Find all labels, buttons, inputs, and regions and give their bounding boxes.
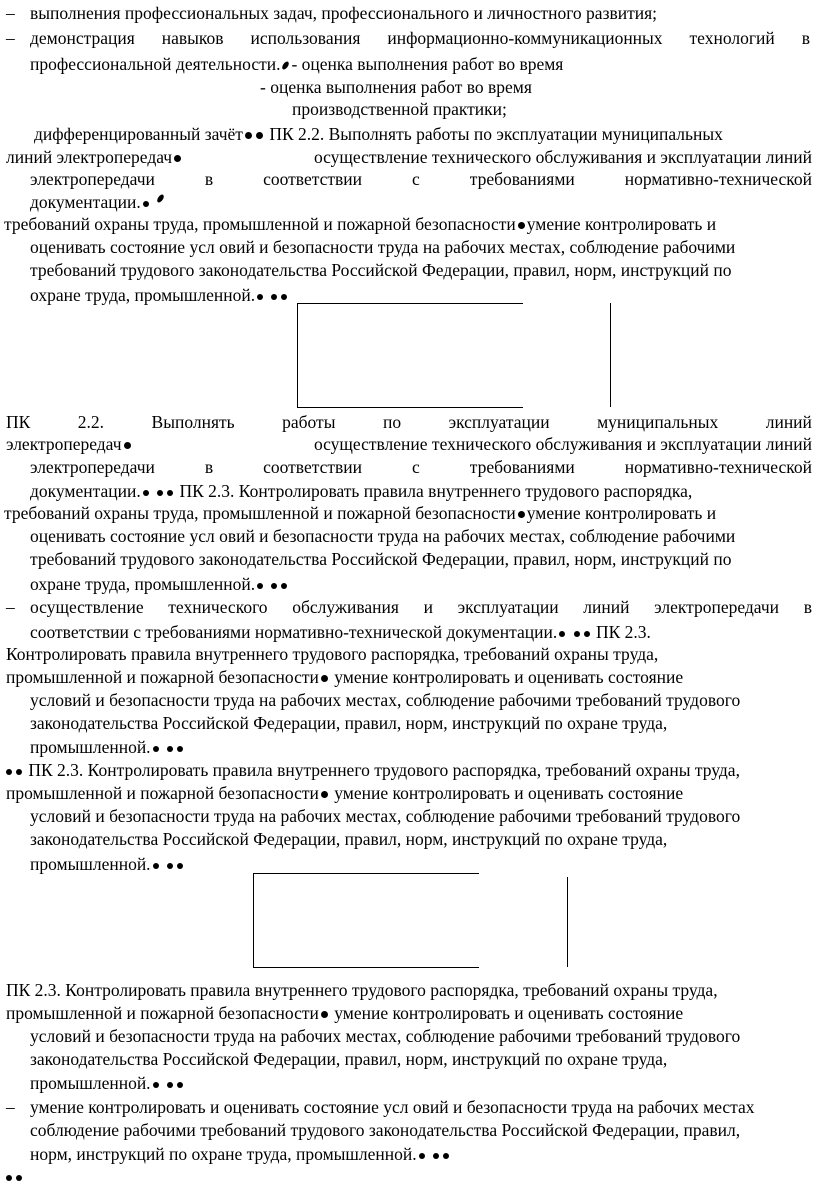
text-fragment: требований охраны труда, промышленной и пожарной безопасности xyxy=(4,214,516,234)
text-line xyxy=(4,759,740,781)
text-line xyxy=(4,502,716,524)
word: Выполнять xyxy=(151,412,235,432)
dash-bullet: – xyxy=(6,28,15,48)
word: информационно-коммуникационных xyxy=(387,28,663,48)
word: электропередачи xyxy=(30,457,155,477)
frame-rule xyxy=(253,873,479,874)
text-fragment: охране труда, промышленной. xyxy=(30,574,256,594)
bullet-mark xyxy=(574,631,580,637)
text-fragment: профессиональной деятельности. xyxy=(30,54,281,74)
bullet-mark xyxy=(321,1011,328,1018)
bullet-mark xyxy=(321,675,328,682)
text-line xyxy=(30,191,166,213)
bullet-mark xyxy=(153,746,159,752)
dash-bullet: – xyxy=(6,597,15,617)
word: в xyxy=(801,28,810,48)
text-line xyxy=(4,213,716,235)
text-line xyxy=(30,456,812,478)
text-line: соблюдение рабочими требований трудового законодательства Российской Федерации, правил, xyxy=(30,1120,741,1140)
bullet-mark xyxy=(419,1153,425,1159)
text-fragment: осуществление технического обслуживания и эксплуатации линий xyxy=(313,147,812,167)
frame-rule xyxy=(297,303,298,407)
bullet-mark xyxy=(281,583,287,589)
frame-rule xyxy=(253,873,254,967)
text-line: - оценка выполнения работ во время xyxy=(260,77,532,97)
bullet-mark xyxy=(321,791,328,798)
bullet-mark xyxy=(156,194,165,204)
bullet-mark xyxy=(167,1082,173,1088)
bullet-mark xyxy=(177,863,183,869)
text-fragment: линий электропередач xyxy=(6,147,173,167)
word: по xyxy=(382,412,402,432)
text-line xyxy=(6,411,812,433)
bullet-mark xyxy=(281,294,287,300)
word: использования xyxy=(250,28,361,48)
frame-rule xyxy=(297,407,523,408)
text-line: оценивать состояние усл овий и безопасности труда на рабочих местах, соблюдение рабочими xyxy=(30,526,736,546)
text-line: законодательства Российской Федерации, правил, норм, инструкций по охране труда, xyxy=(30,713,668,733)
word: с xyxy=(411,169,420,189)
text-line: условий и безопасности труда на рабочих местах, соблюдение рабочими требований трудового xyxy=(30,690,741,710)
bullet-mark xyxy=(518,222,525,229)
text-fragment: соответствии с требованиями нормативно-технической документации. xyxy=(30,622,558,642)
text-line xyxy=(6,666,683,688)
word: линий xyxy=(765,412,812,432)
word: электропередачи xyxy=(654,597,780,617)
word: технического xyxy=(168,597,268,617)
bullet-mark xyxy=(6,769,12,775)
dash-bullet: – xyxy=(6,3,15,23)
bullet-mark xyxy=(177,746,183,752)
text-line xyxy=(34,123,723,145)
text-line: ПК 2.3. Контролировать правила внутреннего трудового распорядка, требований охраны труда, xyxy=(6,980,718,1000)
text-fragment: промышленной и пожарной безопасности xyxy=(6,667,319,687)
text-line: производственной практики; xyxy=(292,99,507,119)
text-line: законодательства Российской Федерации, правил, норм, инструкций по охране труда, xyxy=(30,829,668,849)
bullet-mark xyxy=(433,1153,439,1159)
bullet-mark xyxy=(6,1175,12,1181)
word: нормативно-технической xyxy=(624,169,812,189)
text-line xyxy=(30,1143,451,1165)
word: демонстрация xyxy=(30,28,135,48)
bullet-mark xyxy=(281,61,290,71)
bullet-mark xyxy=(443,1153,449,1159)
bullet-mark xyxy=(584,631,590,637)
word: с xyxy=(411,457,420,477)
text-line xyxy=(6,782,683,804)
text-fragment: осуществление технического обслуживания и эксплуатации линий xyxy=(313,434,812,454)
text-fragment: умение контролировать и оценивать состояние xyxy=(334,667,684,687)
text-line: требований трудового законодательства Российской Федерации, правил, норм, инструкций по xyxy=(30,549,732,569)
text-line xyxy=(30,573,289,595)
word: эксплуатации xyxy=(457,597,559,617)
bullet-mark xyxy=(16,769,22,775)
bullet-mark xyxy=(559,631,565,637)
text-fragment: умение контролировать и xyxy=(526,503,717,523)
text-line xyxy=(30,621,651,643)
word: муниципальных xyxy=(597,412,719,432)
bullet-mark xyxy=(143,201,149,207)
text-fragment: документации. xyxy=(30,481,141,501)
text-line: умение контролировать и оценивать состояние усл овий и безопасности труда на рабочих местах xyxy=(30,1097,755,1117)
bullet-mark xyxy=(518,511,525,518)
text-line xyxy=(4,1165,24,1187)
text-fragment: промышленной. xyxy=(30,1073,151,1093)
text-line xyxy=(30,480,692,502)
text-line xyxy=(6,433,812,455)
word: работы xyxy=(282,412,336,432)
bullet-mark xyxy=(167,863,173,869)
frame-rule xyxy=(610,303,611,407)
word: линий xyxy=(583,597,630,617)
text-fragment: - оценка выполнения работ во время xyxy=(291,54,564,74)
word: требованиями xyxy=(469,169,575,189)
bullet-mark xyxy=(16,1175,22,1181)
text-fragment: норм, инструкций по охране труда, промышленной. xyxy=(30,1144,417,1164)
text-line: законодательства Российской Федерации, правил, норм, инструкций по охране труда, xyxy=(30,1049,668,1069)
word: в xyxy=(204,457,214,477)
word: соответствии xyxy=(263,457,362,477)
dash-bullet: – xyxy=(6,1097,15,1117)
text-line: условий и безопасности труда на рабочих местах, соблюдение рабочими требований трудового xyxy=(30,806,741,826)
word: обслуживания xyxy=(292,597,399,617)
text-fragment: промышленной и пожарной безопасности xyxy=(6,783,319,803)
text-fragment: документации. xyxy=(30,192,141,212)
frame-rule xyxy=(253,967,479,968)
word: осуществление xyxy=(30,597,144,617)
text-line: выполнения профессиональных задач, профессионального и личностного развития; xyxy=(30,3,658,23)
bullet-mark xyxy=(167,490,173,496)
text-fragment: требований охраны труда, промышленной и пожарной безопасности xyxy=(4,503,516,523)
word: нормативно-технической xyxy=(624,457,812,477)
bullet-mark xyxy=(257,583,263,589)
bullet-mark xyxy=(174,155,181,162)
text-fragment: ПК 2.2. Выполнять работы по эксплуатации муниципальных xyxy=(269,124,723,144)
text-line xyxy=(30,596,812,618)
text-fragment: охране труда, промышленной. xyxy=(30,285,256,305)
bullet-mark xyxy=(257,294,263,300)
frame-rule xyxy=(567,877,568,967)
word: в xyxy=(204,169,214,189)
bullet-mark xyxy=(256,132,263,139)
bullet-mark xyxy=(143,490,149,496)
word: электропередачи xyxy=(30,169,155,189)
bullet-mark xyxy=(153,863,159,869)
text-fragment: электропередач xyxy=(6,434,122,454)
bullet-mark xyxy=(167,746,173,752)
text-fragment: умение контролировать и xyxy=(526,214,717,234)
bullet-mark xyxy=(271,294,277,300)
bullet-mark xyxy=(157,490,163,496)
text-line xyxy=(30,284,289,306)
text-fragment: промышленной и пожарной безопасности xyxy=(6,1003,319,1023)
text-fragment: ПК 2.3. Контролировать правила внутреннего трудового распорядка, xyxy=(179,481,693,501)
text-fragment: умение контролировать и оценивать состояние xyxy=(334,783,684,803)
text-fragment: промышленной. xyxy=(30,854,151,874)
frame-rule xyxy=(297,303,523,304)
bullet-mark xyxy=(177,1082,183,1088)
text-line xyxy=(30,1072,185,1094)
text-fragment: промышленной. xyxy=(30,737,151,757)
bullet-mark xyxy=(271,583,277,589)
bullet-mark xyxy=(124,442,131,449)
text-fragment: ПК 2.3. Контролировать правила внутреннего трудового распорядка, требований охраны труда, xyxy=(28,760,740,780)
word: ПК xyxy=(6,412,31,432)
word: в xyxy=(803,597,812,617)
word: и xyxy=(423,597,433,617)
word: требованиями xyxy=(469,457,575,477)
word: 2.2. xyxy=(77,412,105,432)
text-line: требований трудового законодательства Российской Федерации, правил, норм, инструкций по xyxy=(30,260,732,280)
text-line xyxy=(30,27,810,49)
text-line xyxy=(6,146,812,168)
text-line xyxy=(6,1002,683,1024)
text-line: Контролировать правила внутреннего трудового распорядка, требований охраны труда, xyxy=(6,644,659,664)
text-line: условий и безопасности труда на рабочих местах, соблюдение рабочими требований трудового xyxy=(30,1026,741,1046)
word: технологий xyxy=(689,28,775,48)
word: соответствии xyxy=(263,169,362,189)
text-line: оценивать состояние усл овий и безопасности труда на рабочих местах, соблюдение рабочими xyxy=(30,237,736,257)
bullet-mark xyxy=(153,1082,159,1088)
bullet-mark xyxy=(245,132,252,139)
word: навыков xyxy=(161,28,224,48)
text-line xyxy=(30,53,563,75)
text-line xyxy=(30,853,185,875)
text-fragment: умение контролировать и оценивать состояние xyxy=(334,1003,684,1023)
text-line xyxy=(30,736,185,758)
text-line xyxy=(30,168,812,190)
word: эксплуатации xyxy=(448,412,550,432)
text-fragment: ПК 2.3. xyxy=(595,622,651,642)
text-fragment: дифференцированный зачёт xyxy=(34,124,243,144)
